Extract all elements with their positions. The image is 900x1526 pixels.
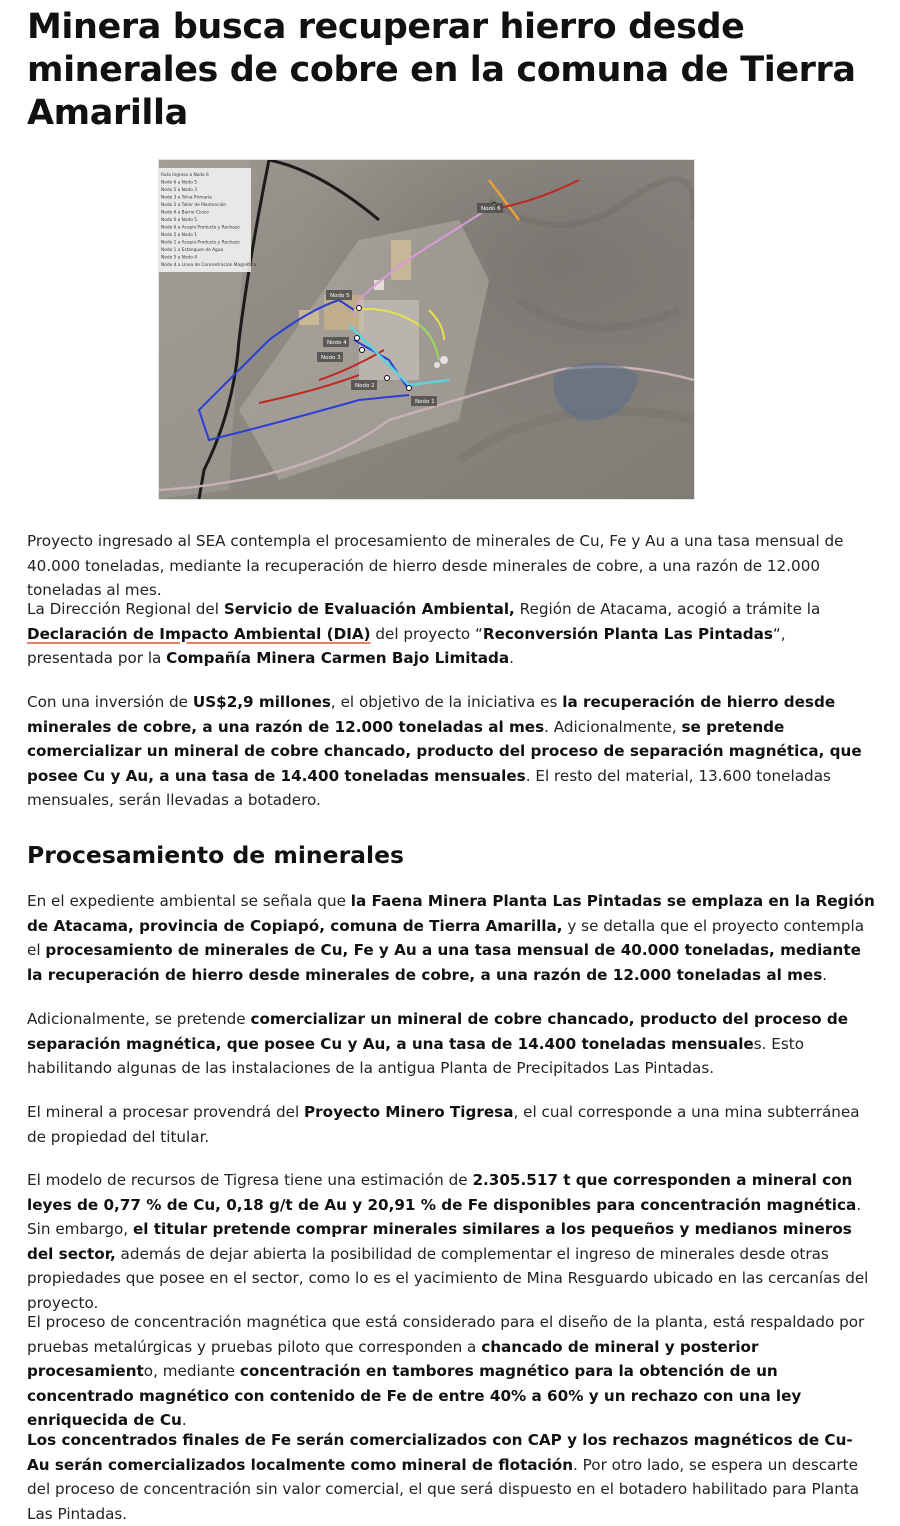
text: En el expediente ambiental se señala que — [27, 892, 351, 910]
svg-text:Nodo 5 a Nodo 3: Nodo 5 a Nodo 3 — [161, 188, 197, 193]
bold-text: Compañía Minera Carmen Bajo Limitada — [166, 649, 510, 668]
text: además de dejar abierta la posibilidad de complementar el ingreso de minerales desde otras propiedades que posee en el sector, como lo es el yacimiento de Mina Resguardo ubicado en las cercanías del proyecto. — [27, 1244, 869, 1312]
svg-text:Nodo 6 a Acopio Producto y Rec: Nodo 6 a Acopio Producto y Rechazo — [161, 225, 240, 231]
text: . — [181, 1411, 187, 1430]
text: s. Esto habilitando algunas de las instalaciones de la antigua Planta de Precipitados Las Pintadas. — [27, 1034, 805, 1078]
text: El mineral a procesar provendrá del — [27, 1103, 305, 1121]
paragraph-tigresa — [27, 1100, 875, 1149]
article-title: Minera busca recuperar hierro desde minerales de cobre en la comuna de Tierra Amarilla — [27, 7, 856, 133]
paragraph-process — [27, 1310, 875, 1433]
section-heading-wrap — [27, 840, 875, 870]
svg-text:Nodo 6 a Nodo 5: Nodo 6 a Nodo 5 — [161, 218, 197, 223]
paragraph-concentrates — [27, 1428, 875, 1526]
svg-text:Nodo 6 a Nodo 5: Nodo 6 a Nodo 5 — [161, 180, 197, 186]
svg-text:Nodo 2: Nodo 2 — [355, 383, 375, 389]
svg-text:Nodo 5: Nodo 5 — [330, 293, 350, 299]
bold-text: procesamiento de minerales de Cu, Fe y Au a una tasa mensual de 40.000 toneladas, mediante la recuperación de hierro desde minerales de cobre, a una razón de 12.000 toneladas al mes — [27, 941, 861, 984]
node-label — [351, 380, 377, 390]
bold-text: se pretende comercializar un mineral de cobre chancado, producto del proceso de separación magnética, que posee Cu y Au, a una tasa de 14.400 toneladas mensuales — [27, 717, 862, 785]
paragraph-resources — [27, 1168, 875, 1316]
dia-link[interactable]: Declaración de Impacto Ambiental (DIA) — [27, 624, 371, 643]
text: , el objetivo de la iniciativa es — [330, 693, 563, 711]
svg-text:Nodo 1: Nodo 1 — [415, 399, 435, 405]
svg-text:Ruta Ingreso a Nodo 6: Ruta Ingreso a Nodo 6 — [161, 173, 209, 178]
text: del proyecto “ — [370, 624, 483, 643]
text: o, mediante — [143, 1362, 240, 1381]
svg-text:Nodo 3 a Tolva Primaria: Nodo 3 a Tolva Primaria — [161, 195, 212, 201]
svg-text:Nodo 4: Nodo 4 — [327, 340, 347, 346]
node-label — [317, 352, 343, 362]
text: . Por otro lado, se espera un descarte del proceso de concentración sin valor comercial, el que será dispuesto en el botadero habilitado para Planta Las Pintadas. — [27, 1455, 860, 1523]
svg-text:Nodo 6: Nodo 6 — [481, 206, 501, 212]
text: Adicionalmente, se pretende — [27, 1010, 251, 1028]
svg-text:Nodo 1 a Acopio Producto y Rec: Nodo 1 a Acopio Producto y Rechazo — [161, 240, 240, 246]
node-label — [326, 290, 352, 300]
text: Con una inversión de — [27, 693, 193, 711]
svg-text:Nodo 2 a Taller de Mantención: Nodo 2 a Taller de Mantención — [161, 203, 227, 208]
paragraph-commercialize — [27, 1007, 875, 1081]
paragraph-investment — [27, 690, 875, 813]
svg-text:Nodo 5 a Nodo 4: Nodo 5 a Nodo 4 — [161, 255, 197, 261]
node-label — [323, 337, 349, 347]
site-map-image — [158, 159, 695, 500]
node-label — [477, 203, 503, 213]
svg-text:Nodo 5 a Nodo 1: Nodo 5 a Nodo 1 — [161, 233, 197, 238]
text: . — [509, 649, 514, 668]
text: El modelo de recursos de Tigresa tiene una estimación de — [27, 1171, 473, 1189]
bold-text: comercializar un mineral de cobre chancado, producto del proceso de separación magnética, que posee Cu y Au, a una tasa de 14.400 toneladas mensuale — [27, 1010, 849, 1053]
text: y se detalla que el proyecto contempla el — [27, 916, 865, 960]
bold-text: US$2,9 millones — [192, 693, 331, 711]
article — [27, 0, 875, 135]
text: “, presentada por la — [27, 624, 786, 668]
node-label — [411, 396, 437, 406]
intro-text: Proyecto ingresado al SEA contempla el procesamiento de minerales de Cu, Fe y Au a una tasa mensual de 40.000 toneladas, mediante la recuperación de hierro desde minerales de cobre, a una razón de 12.000 toneladas al mes. — [27, 532, 844, 600]
text: . Sin embargo, — [27, 1195, 862, 1239]
svg-text:Nodo 3: Nodo 3 — [321, 355, 341, 361]
svg-text:Nodo 1 a Estanques de Agua: Nodo 1 a Estanques de Agua — [161, 248, 224, 253]
bold-text: la Faena Minera Planta Las Pintadas se emplaza en la Región de Atacama, provincia de Copiapó, comuna de Tierra Amarilla, — [27, 892, 875, 935]
bold-text: Proyecto Minero Tigresa — [304, 1103, 514, 1121]
bold-text: chancado de mineral y posterior procesamient — [27, 1337, 759, 1381]
bold-text: la recuperación de hierro desde minerales de cobre, a una razón de 12.000 toneladas al mes — [27, 693, 836, 736]
paragraph-dia — [27, 597, 875, 671]
text: . El resto del material, 13.600 toneladas mensuales, serán llevadas a botadero. — [27, 766, 831, 810]
map-legend — [159, 168, 256, 272]
text: . — [822, 965, 828, 984]
text: La Dirección Regional del — [27, 600, 224, 618]
bold-text: el titular pretende comprar minerales similares a los pequeños y medianos mineros del sector, — [27, 1220, 852, 1263]
text: El proceso de concentración magnética que está considerado para el diseño de la planta, está respaldado por pruebas metalúrgicas y pruebas piloto que corresponden a — [27, 1313, 865, 1356]
text: Región de Atacama, acogió a trámite la — [514, 600, 821, 618]
bold-text: Reconversión Planta Las Pintadas — [482, 624, 773, 643]
text: . Adicionalmente, — [544, 717, 682, 736]
section-heading: Procesamiento de minerales — [27, 841, 405, 869]
paragraph-intro — [27, 529, 875, 603]
svg-text:Nodo 6 a Barrio Cívico: Nodo 6 a Barrio Cívico — [161, 210, 209, 216]
text: , el cual corresponde a una mina subterránea de propiedad del titular. — [27, 1103, 860, 1146]
bold-text: concentración en tambores magnético para la obtención de un concentrado magnético con contenido de Fe de entre 40% a 60% y un rechazo con una ley enriquecida de Cu — [27, 1362, 802, 1430]
bold-text: 2.305.517 t que corresponden a mineral con leyes de 0,77 % de Cu, 0,18 g/t de Au y 20,91 % de Fe disponibles para concentración magnética — [27, 1171, 857, 1214]
bold-text: Los concentrados finales de Fe serán comercializados con CAP y los rechazos magnéticos de Cu-Au serán comercializados localmente como mineral de flotación — [27, 1431, 853, 1474]
svg-text:Nodo 4 a Línea de Concentració: Nodo 4 a Línea de Concentración Magnética — [161, 263, 257, 268]
paragraph-location — [27, 889, 875, 987]
bold-text: Servicio de Evaluación Ambiental, — [223, 600, 515, 618]
